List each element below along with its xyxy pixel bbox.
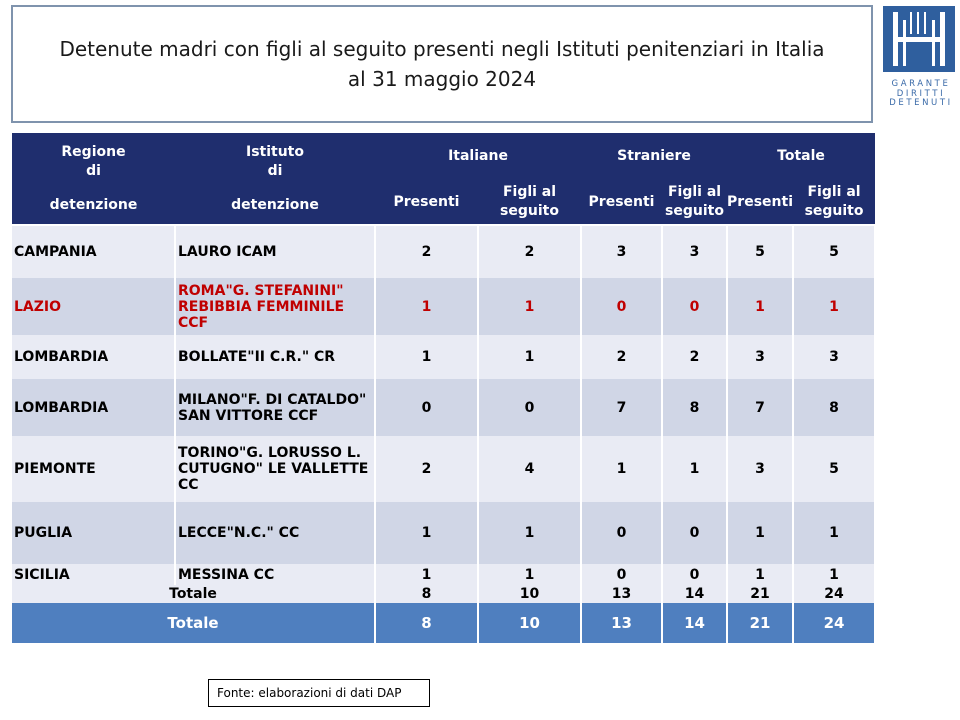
cell-st-figli: 2 (662, 335, 727, 379)
cell-st-presenti: 0 (581, 502, 662, 564)
cell-tot-figli: 1 (793, 502, 875, 564)
subtotal-row (12, 585, 875, 603)
cell-tot-figli: 1 (793, 278, 875, 335)
header-istituto-line-2: di (267, 162, 283, 179)
cell-tot-presenti: 1 (727, 564, 793, 585)
cell-it-figli: 1 (478, 502, 581, 564)
header-st-figli (662, 179, 727, 225)
cell-st-figli: 0 (662, 502, 727, 564)
header-straniere: Straniere (581, 133, 727, 179)
table-row (12, 335, 875, 379)
cell-istituto: LAURO ICAM (175, 225, 375, 278)
cell-istituto: TORINO"G. LORUSSO L. CUTUGNO" LE VALLETTE CC (175, 436, 375, 502)
logo-line-1: GARANTE (891, 79, 951, 89)
cell-st-presenti: 7 (581, 379, 662, 436)
cell-istituto: MESSINA CC (175, 564, 375, 585)
table-row (12, 502, 875, 564)
cell-region: PUGLIA (12, 502, 175, 564)
cell-st-figli: 0 (662, 564, 727, 585)
subtotal-label: Totale (12, 585, 375, 603)
cell-st-figli: 1 (662, 436, 727, 502)
header-st-figli-line-2: seguito (665, 202, 724, 219)
grand-total-it-figli: 10 (478, 603, 581, 643)
title-box (11, 5, 873, 123)
cell-it-presenti: 1 (375, 502, 478, 564)
cell-it-figli: 2 (478, 225, 581, 278)
header-istituto-line-3: detenzione (231, 196, 319, 213)
header-region-line-3: detenzione (49, 196, 138, 213)
cell-it-presenti: 2 (375, 436, 478, 502)
grand-total-label: Totale (12, 603, 375, 643)
cell-it-figli: 1 (478, 564, 581, 585)
subtotal-tot-presenti: 21 (727, 585, 793, 603)
cell-it-presenti: 1 (375, 278, 478, 335)
logo-line-2: DIRITTI (896, 88, 946, 99)
cell-it-presenti: 2 (375, 225, 478, 278)
cell-it-figli: 4 (478, 436, 581, 502)
cell-it-figli: 0 (478, 379, 581, 436)
table-row (12, 379, 875, 436)
source-note: Fonte: elaborazioni di dati DAP (208, 679, 430, 707)
cell-tot-presenti: 1 (727, 502, 793, 564)
grand-total-tot-presenti: 21 (727, 603, 793, 643)
cell-it-presenti: 0 (375, 379, 478, 436)
cell-region: SICILIA (12, 564, 175, 585)
header-it-figli-line-2: seguito (500, 202, 559, 219)
header-it-presenti: Presenti (375, 179, 478, 225)
header-istituto (175, 133, 375, 225)
page-title (27, 34, 857, 94)
cell-st-presenti: 0 (581, 278, 662, 335)
table-row (12, 436, 875, 502)
cell-it-figli: 1 (478, 278, 581, 335)
cell-it-figli: 1 (478, 335, 581, 379)
garante-logo-text (883, 80, 959, 109)
cell-tot-figli: 5 (793, 436, 875, 502)
cell-st-presenti: 1 (581, 436, 662, 502)
cell-region: LOMBARDIA (12, 379, 175, 436)
cell-st-presenti: 0 (581, 564, 662, 585)
garante-logo-icon (883, 6, 955, 72)
header-region (12, 133, 175, 225)
table-row (12, 225, 875, 278)
cell-it-presenti: 1 (375, 564, 478, 585)
header-totale: Totale (727, 133, 875, 179)
header-st-presenti: Presenti (581, 179, 662, 225)
title-line-2: al 31 maggio 2024 (347, 67, 537, 91)
cell-tot-presenti: 7 (727, 379, 793, 436)
garante-logo (883, 6, 955, 108)
cell-tot-presenti: 3 (727, 335, 793, 379)
header-istituto-line-1: Istituto (245, 143, 304, 160)
cell-istituto: BOLLATE"II C.R." CR (175, 335, 375, 379)
subtotal-tot-figli: 24 (793, 585, 875, 603)
header-row-1 (12, 133, 875, 179)
header-tot-figli-line-2: seguito (804, 202, 864, 219)
cell-region: CAMPANIA (12, 225, 175, 278)
header-tot-figli-line-1: Figli al (807, 183, 861, 200)
header-region-line-1: Regione (61, 143, 126, 160)
grand-total-it-presenti: 8 (375, 603, 478, 643)
cell-tot-figli: 1 (793, 564, 875, 585)
logo-line-3: DETENUTI (889, 98, 953, 108)
subtotal-st-figli: 14 (662, 585, 727, 603)
cell-st-figli: 8 (662, 379, 727, 436)
cell-tot-figli: 8 (793, 379, 875, 436)
cell-tot-presenti: 1 (727, 278, 793, 335)
header-region-line-2: di (86, 162, 101, 179)
cell-istituto: ROMA"G. STEFANINI" REBIBBIA FEMMINILE CCF (175, 278, 375, 335)
cell-st-presenti: 2 (581, 335, 662, 379)
cell-region: LOMBARDIA (12, 335, 175, 379)
table-row (12, 564, 875, 585)
header-it-figli-line-1: Figli al (502, 183, 557, 200)
grand-total-row (12, 603, 875, 643)
cell-tot-presenti: 5 (727, 225, 793, 278)
grand-total-st-figli: 14 (662, 603, 727, 643)
cell-st-presenti: 3 (581, 225, 662, 278)
header-tot-figli (793, 179, 875, 225)
cell-istituto: MILANO"F. DI CATALDO" SAN VITTORE CCF (175, 379, 375, 436)
grand-total-tot-figli: 24 (793, 603, 875, 643)
grand-total-st-presenti: 13 (581, 603, 662, 643)
table-row (12, 278, 875, 335)
title-line-1: Detenute madri con figli al seguito presenti negli Istituti penitenziari in Italia (59, 37, 825, 61)
cell-st-figli: 3 (662, 225, 727, 278)
cell-region: LAZIO (12, 278, 175, 335)
header-st-figli-line-1: Figli al (667, 183, 722, 200)
subtotal-it-figli: 10 (478, 585, 581, 603)
cell-tot-presenti: 3 (727, 436, 793, 502)
cell-tot-figli: 5 (793, 225, 875, 278)
header-italiane: Italiane (375, 133, 581, 179)
header-tot-presenti: Presenti (727, 179, 793, 225)
cell-istituto: LECCE"N.C." CC (175, 502, 375, 564)
cell-region: PIEMONTE (12, 436, 175, 502)
subtotal-it-presenti: 8 (375, 585, 478, 603)
cell-st-figli: 0 (662, 278, 727, 335)
header-it-figli (478, 179, 581, 225)
cell-it-presenti: 1 (375, 335, 478, 379)
cell-tot-figli: 3 (793, 335, 875, 379)
subtotal-st-presenti: 13 (581, 585, 662, 603)
detenute-table (12, 133, 876, 643)
